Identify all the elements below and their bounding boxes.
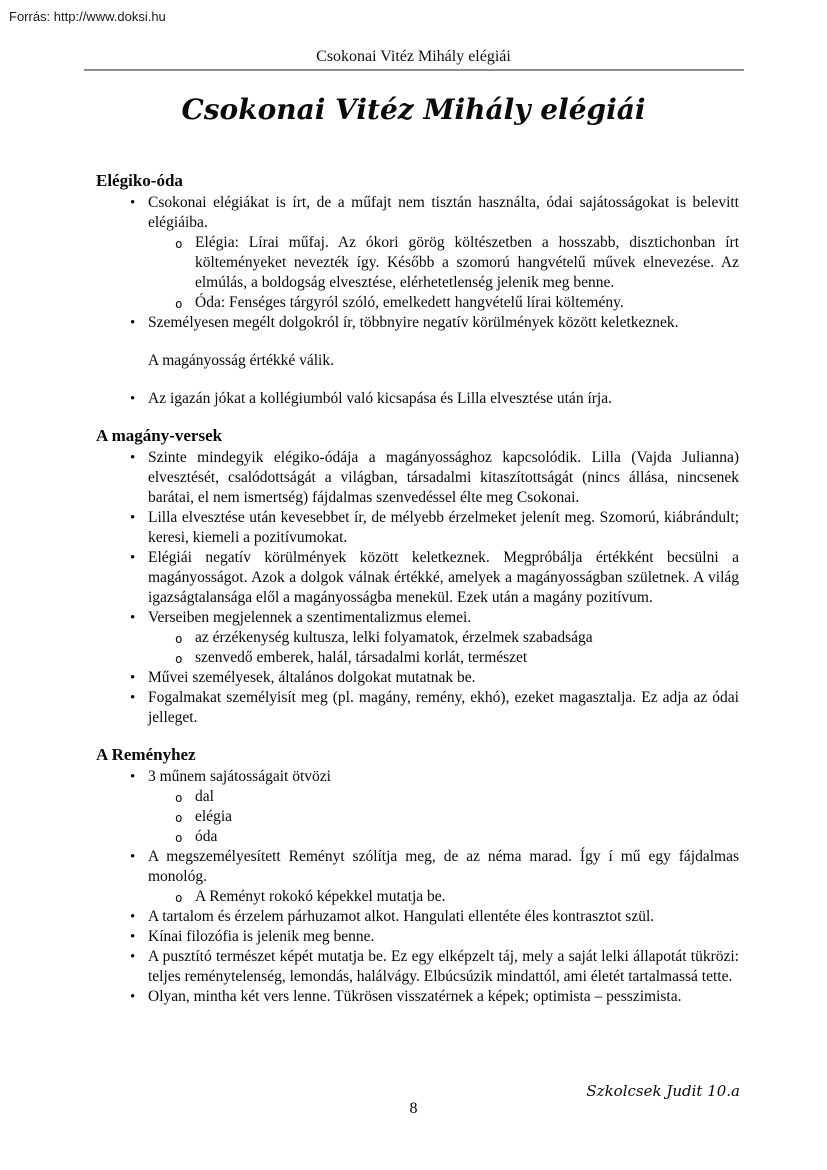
bullet-item-text: Művei személyesek, általános dolgokat mutatnak be. [148,669,476,686]
circle-bullet-icon: o [175,790,183,805]
bullet-item [96,907,739,927]
circle-bullet-icon: o [175,830,183,845]
bullet-item-text: 3 műnem sajátosságait ötvözi [148,768,331,785]
bullet-icon: • [130,929,136,945]
page-number: 8 [409,1100,418,1117]
bullet-item-text: Lilla elvesztése után kevesebbet ír, de mélyebb érzelmeket jelenít meg. Szomorú, kiábrándult; keresi, kiemeli a pozitívumokat. [148,509,739,546]
circle-bullet-icon: o [175,890,183,905]
sub-bullet-item [96,233,739,293]
bullet-item [96,767,739,787]
section-heading: A Reményhez [96,745,196,764]
bullet-item-text: Kínai filozófia is jelenik meg benne. [148,928,375,945]
footer-author: Szkolcsek Judit 10.a [586,1082,740,1100]
sub-bullet-item [96,787,739,807]
bullet-item [96,389,739,409]
bullet-item-text: Elégiái negatív körülmények között keletkeznek. Megpróbálja értékként becsülni a magányosságot. Azok a dolgok válnak értékké, amelyek a magányosságban születnek. A világ igazságtalansága elől a magányosságba menekül. Ezek után a magány pozitívum. [148,549,739,606]
document-title: Csokonai Vitéz Mihály elégiái [181,93,646,126]
circle-bullet-icon: o [175,651,183,666]
sub-bullet-item-text: az érzékenység kultusza, lelki folyamatok, érzelmek szabadsága [195,629,593,646]
bullet-item-text: Személyesen megélt dolgokról ír, többnyire negatív körülmények között keletkeznek. [148,314,679,331]
bullet-item [96,847,739,887]
sub-bullet-item-text: A Reményt rokokó képekkel mutatja be. [195,888,446,905]
bullet-icon: • [130,690,136,706]
bullet-item-text: A tartalom és érzelem párhuzamot alkot. Hangulati ellentéte éles kontrasztot szül. [148,908,655,925]
bullet-icon: • [130,610,136,626]
sub-bullet-item [96,628,739,648]
section-items [96,767,739,1007]
sub-bullet-item-text: elégia [195,808,233,825]
bullet-item [96,987,739,1007]
sub-bullet-item-text: dal [195,788,214,805]
section [96,744,739,1007]
sub-bullet-item [96,887,739,907]
bullet-item-text: Fogalmakat személyisít meg (pl. magány, remény, ekhó), ezeket magasztalja. Ez adja az ódai jelleget. [148,689,739,726]
section-heading: Elégiko-óda [96,171,183,190]
section-items [96,193,739,409]
bullet-item [96,688,739,728]
bullet-item-text: Szinte mindegyik elégiko-ódája a magányossághoz kapcsolódik. Lilla (Vajda Julianna) elvesztését, csalódottságát a világban, társadalmi kitaszítottságát (nincs állása, nincsenek barátai, el nem ismertség) fájdalmas szenvedéssel élte meg Csokonai. [148,449,739,506]
bullet-item [96,947,739,987]
bullet-item [96,548,739,608]
bullet-icon: • [130,450,136,466]
sub-bullet-item-text: óda [195,828,218,845]
paragraph [96,351,739,371]
section [96,170,739,409]
bullet-item-text: Csokonai elégiákat is írt, de a műfajt nem tisztán használta, ódai sajátosságokat is belevitt elégiáiba. [148,194,739,231]
sub-bullet-item-text: Óda: Fenséges tárgyról szóló, emelkedett hangvételű lírai költemény. [195,294,624,311]
sub-bullet-item-text: szenvedő emberek, halál, társadalmi korlát, természet [195,649,528,666]
bullet-icon: • [130,550,136,566]
sub-bullet-item [96,807,739,827]
document-body [96,170,739,1007]
sub-bullet-item [96,293,739,313]
header-rule [84,69,744,71]
sub-bullet-item [96,648,739,668]
bullet-item [96,608,739,628]
circle-bullet-icon: o [175,296,183,311]
bullet-item [96,193,739,233]
bullet-icon: • [130,949,136,965]
bullet-icon: • [130,195,136,211]
bullet-icon: • [130,510,136,526]
circle-bullet-icon: o [175,810,183,825]
bullet-item-text: Verseiben megjelennek a szentimentalizmus elemei. [148,609,472,626]
paragraph-text: A magányosság értékké válik. [148,352,334,369]
bullet-icon: • [130,849,136,865]
bullet-icon: • [130,391,136,407]
bullet-item [96,668,739,688]
bullet-icon: • [130,670,136,686]
bullet-icon: • [130,989,136,1005]
bullet-icon: • [130,909,136,925]
bullet-item [96,508,739,548]
bullet-item [96,313,739,333]
sections [96,170,739,1007]
bullet-item-text: Az igazán jókat a kollégiumból való kicsapása és Lilla elvesztése után írja. [148,390,612,407]
section-items [96,448,739,728]
sub-bullet-item [96,827,739,847]
bullet-icon: • [130,315,136,331]
section [96,425,739,728]
circle-bullet-icon: o [175,631,183,646]
running-header: Csokonai Vitéz Mihály elégiái [316,48,511,65]
bullet-item [96,927,739,947]
source-note: Forrás: http://www.doksi.hu [9,9,166,24]
bullet-item-text: A pusztító természet képét mutatja be. Ez egy elképzelt táj, mely a saját lelki állapotát tükrözi: teljes reménytelenség, lemondás, halálvágy. Elbúcsúzik mindattól, ami életét tartalmassá tette. [148,948,739,985]
bullet-icon: • [130,769,136,785]
sub-bullet-item-text: Elégia: Lírai műfaj. Az ókori görög költészetben a hosszabb, disztichonban írt költeményeket nevezték így. Később a szomorú hangvételű művek elnevezése. Az elmúlás, a boldogság elvesztése, elérhetetlenség jelenik meg benne. [195,234,739,291]
circle-bullet-icon: o [175,236,183,251]
bullet-item-text: A megszemélyesített Reményt szólítja meg, de az néma marad. Így í mű egy fájdalmas monológ. [148,848,739,885]
bullet-item-text: Olyan, mintha két vers lenne. Tükrösen visszatérnek a képek; optimista – pesszimista. [148,988,682,1005]
section-heading: A magány-versek [96,426,223,445]
bullet-item [96,448,739,508]
